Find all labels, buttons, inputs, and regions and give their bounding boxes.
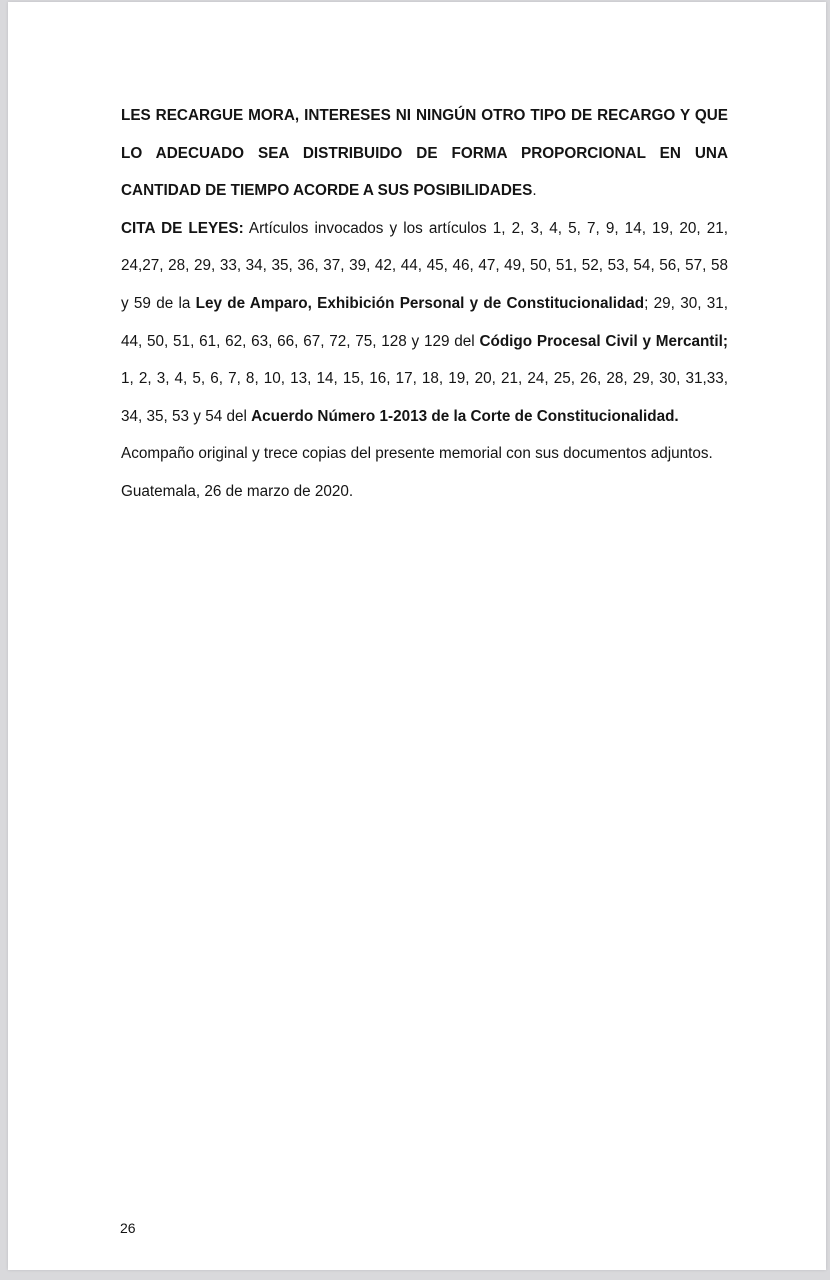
cita-text-2: ; 29, 30, 31, 44, 50, 51, 61, 62, 63, 66, 67, 72, 75, 128 y 129 del: [121, 294, 728, 350]
document-body: [121, 97, 728, 511]
request-paragraph: [121, 97, 728, 210]
place-date: Guatemala, 26 de marzo de 2020.: [121, 482, 354, 500]
request-period: .: [532, 182, 537, 200]
law-acuerdo: Acuerdo Número 1-2013 de la Corte de Constitucionalidad.: [251, 407, 679, 425]
page-number: 26: [120, 1220, 136, 1236]
cita-text-3: 1, 2, 3, 4, 5, 6, 7, 8, 10, 13, 14, 15, 16, 17, 18, 19, 20, 21, 24, 25, 26, 28, 29, 30, 31,33, 34, 35, 53 y 54 del: [121, 370, 728, 425]
document-page: [8, 2, 826, 1270]
law-amparo: Ley de Amparo, Exhibición Personal y de Constitucionalidad: [195, 294, 645, 312]
cita-text-1: Artículos invocados y los artículos 1, 2, 3, 4, 5, 7, 9, 14, 19, 20, 21, 24,27, 28, 29, 33, 34, 35, 36, 37, 39, 42, 44, 45, 46, 47, 49, 50, 51, 52, 53, 54, 56, 57, 58 y 59 de la: [121, 219, 729, 312]
cita-heading: CITA DE LEYES:: [121, 219, 244, 237]
law-codigo-procesal: Código Procesal Civil y Mercantil;: [479, 332, 728, 350]
cita-de-leyes-paragraph: [121, 210, 728, 436]
request-text: LES RECARGUE MORA, INTERESES NI NINGÚN OTRO TIPO DE RECARGO Y QUE LO ADECUADO SEA DISTRIBUIDO DE FORMA PROPORCIONAL EN UNA CANTIDAD DE TIEMPO ACORDE A SUS POSIBILIDADES: [121, 107, 728, 200]
attachment-paragraph: Acompaño original y trece copias del presente memorial con sus documentos adjuntos.: [121, 445, 713, 463]
